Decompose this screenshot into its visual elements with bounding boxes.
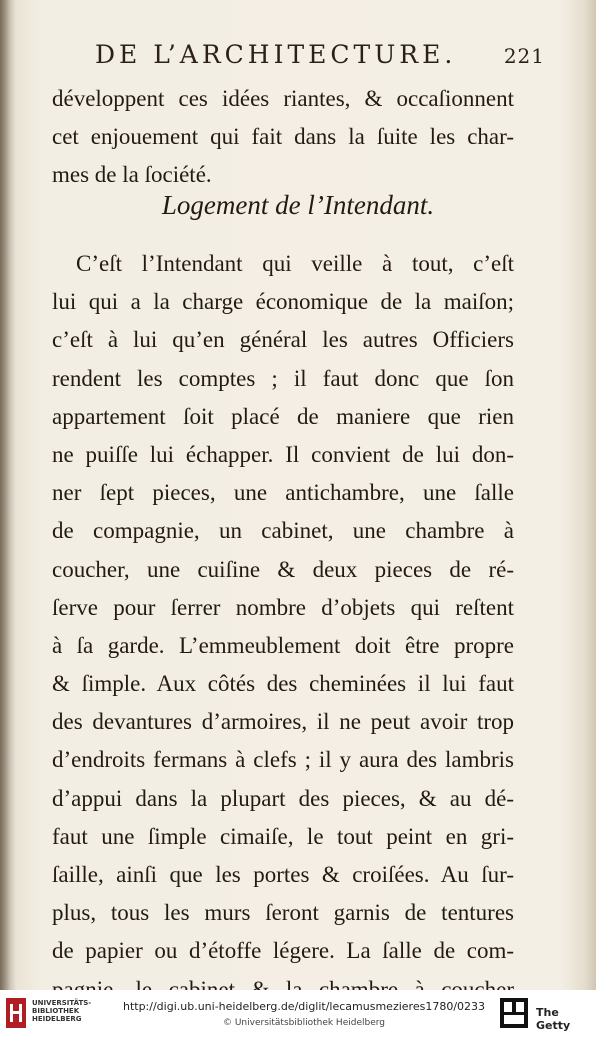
text-line: ſerve pour ſerrer nombre d’objets qui reſtent [52, 594, 514, 620]
text-line: de compagnie, un cabinet, une chambre à [52, 518, 514, 544]
text-line: ne puiſſe lui échapper. Il convient de lui don- [52, 441, 514, 467]
main-paragraph [52, 245, 514, 1009]
text-line: ner ſept pieces, une antichambre, une ſalle [52, 480, 514, 506]
text-line: développent ces idées riantes, & occaſionnent [52, 86, 514, 111]
text-line: faut une ſimple cimaiſe, le tout peint en gri- [52, 823, 514, 849]
library-name: UNIVERSITÄTS- BIBLIOTHEK HEIDELBERG [32, 999, 92, 1023]
text-line: c’eſt à lui qu’en général les autres Officiers [52, 327, 514, 353]
text-line: mes de la ſociété. [52, 162, 212, 188]
text-line: d’endroits fermans à clefs ; il y aura des lambris [52, 747, 514, 773]
text-line: rendent les comptes ; il faut donc que ſon [52, 365, 514, 391]
copyright-notice: © Universitätsbibliothek Heidelberg [222, 1018, 385, 1028]
running-head [95, 40, 545, 69]
university-library-logo-icon [6, 998, 26, 1028]
text-line: appartement ſoit placé de maniere que rien [52, 403, 514, 429]
section-heading: Logement de l’Intendant. [161, 190, 435, 220]
text-line: de papier ou d’étoffe légere. La ſalle de com- [52, 938, 514, 964]
text-line: cet enjouement qui fait dans la ſuite les char- [52, 124, 514, 150]
text-line: plus, tous les murs ſeront garnis de tentures [52, 900, 514, 926]
running-head-title: DE L’ARCHITECTURE. [95, 40, 457, 69]
text-line: lui qui a la charge économique de la maiſon; [52, 289, 514, 315]
partner-name: The Getty [536, 1006, 571, 1032]
footer-bar [0, 990, 596, 1037]
text-line: ſaille, ainſi que les portes & croiſées. Au ſur- [52, 862, 514, 887]
permalink-url[interactable]: http://digi.ub.uni-heidelberg.de/diglit/lecamusmezieres1780/0233 [122, 1000, 486, 1013]
text-line: coucher, une cuiſine & deux pieces de ré- [52, 556, 514, 582]
text-line: d’appui dans la plupart des pieces, & au dé- [52, 785, 514, 811]
top-paragraph [52, 80, 514, 195]
text-line: des devantures d’armoires, il ne peut avoir trop [52, 709, 514, 735]
text-line: C’eſt l’Intendant qui veille à tout, c’eſt [76, 251, 514, 276]
text-line: & ſimple. Aux côtés des cheminées il lui faut [52, 671, 514, 697]
gutter-shadow [0, 0, 16, 990]
page-number: 221 [503, 44, 545, 68]
text-line: à ſa garde. L’emmeublement doit être propre [52, 632, 514, 658]
getty-logo-icon [500, 998, 528, 1028]
